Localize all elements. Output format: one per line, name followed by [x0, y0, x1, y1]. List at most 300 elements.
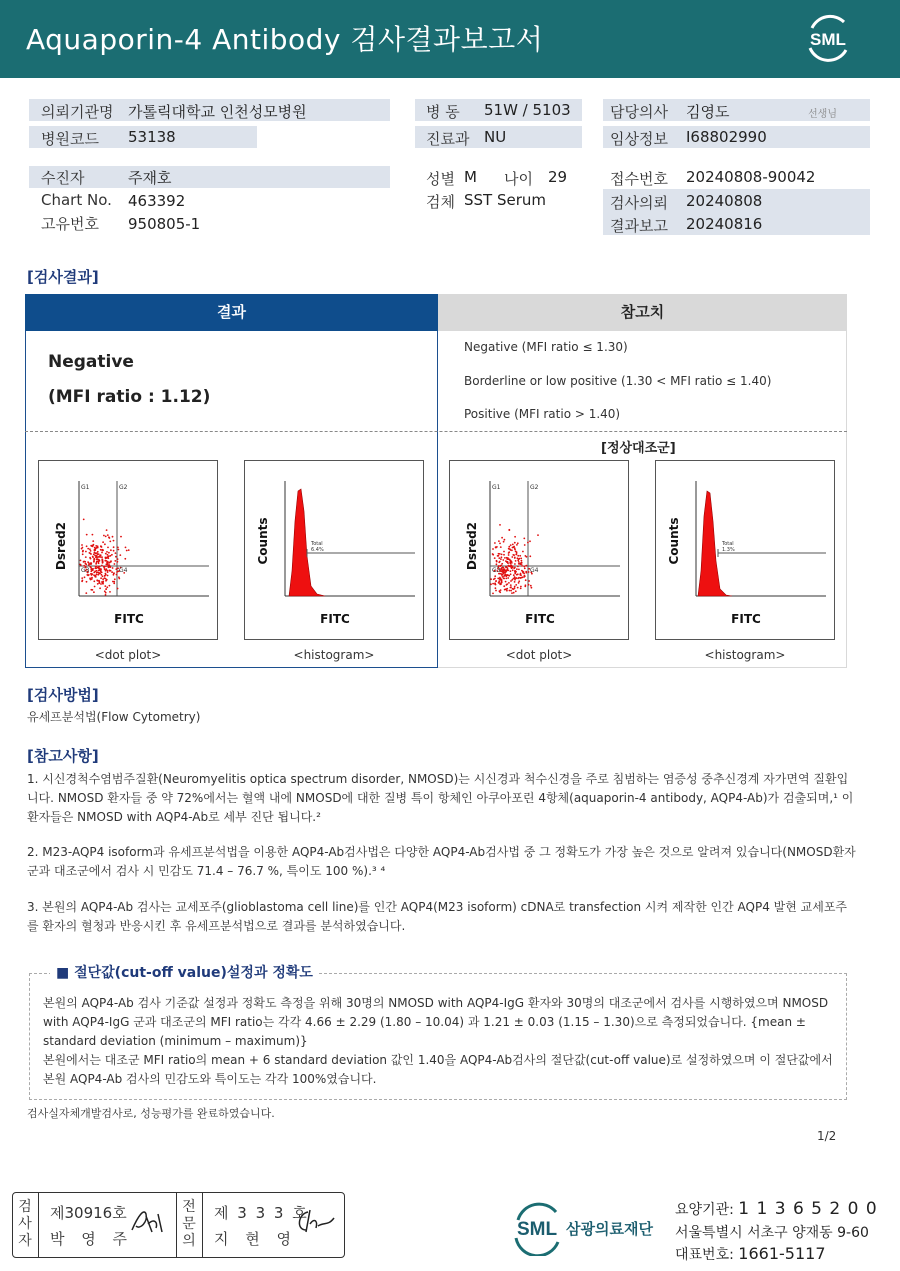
scatter-dot [511, 556, 513, 558]
scatter-dot [102, 561, 104, 563]
scatter-dot [506, 570, 508, 572]
scatter-dot [86, 581, 88, 583]
scatter-dot [494, 557, 496, 559]
method-section-title: [검사방법] [27, 686, 99, 704]
sex-label: 성별 [426, 170, 455, 188]
cutoff-title: ■ 절단값(cut-off value)설정과 정확도 [50, 962, 319, 982]
scatter-dot [99, 587, 101, 589]
scatter-dot [92, 568, 94, 570]
scatter-dot [510, 580, 512, 582]
scatter-dot [109, 566, 111, 568]
scatter-dot [98, 561, 100, 563]
x-axis-label: FITC [731, 612, 761, 626]
scatter-dot [516, 574, 518, 576]
scatter-dot [495, 546, 497, 548]
scatter-dot [81, 577, 83, 579]
scatter-dot [499, 584, 501, 586]
tester-label: 검 사 자 [18, 1199, 32, 1249]
scatter-dot [494, 578, 496, 580]
scatter-dot [97, 583, 99, 585]
scatter-dot [89, 566, 91, 568]
receipt-value: 20240808-90042 [686, 168, 816, 186]
scatter-dot [101, 552, 103, 554]
scatter-dot [104, 566, 106, 568]
scatter-dot [529, 540, 531, 542]
scatter-dot [98, 582, 100, 584]
report-title: Aquaporin-4 Antibody 검사결과보고서 [26, 23, 544, 56]
scatter-dot [90, 570, 92, 572]
scatter-dot [499, 524, 501, 526]
scatter-dot [494, 575, 496, 577]
scatter-dot [517, 560, 519, 562]
scatter-dot [107, 547, 109, 549]
scatter-dot [515, 584, 517, 586]
scatter-dot [113, 540, 115, 542]
scatter-dot [508, 582, 510, 584]
scatter-dot [503, 541, 505, 543]
scatter-dot [490, 583, 492, 585]
hospital-code-label: 병원코드 [41, 130, 99, 148]
scatter-dot [98, 570, 100, 572]
scatter-dot [509, 590, 511, 592]
scatter-dot [500, 565, 502, 567]
scatter-dot [499, 561, 501, 563]
scatter-dot [83, 561, 85, 563]
scatter-dot [93, 558, 95, 560]
scatter-dot [514, 549, 516, 551]
report-label: 결과보고 [610, 217, 668, 235]
scatter-dot [495, 590, 497, 592]
scatter-dot [515, 571, 517, 573]
results-divider [25, 431, 847, 432]
scatter-dot [512, 547, 514, 549]
patient-label: 수진자 [41, 169, 85, 187]
scatter-dot [503, 567, 505, 569]
y-axis-label: Dsred2 [54, 521, 68, 571]
scatter-dot [518, 580, 520, 582]
scatter-dot [497, 555, 499, 557]
scatter-dot [106, 557, 108, 559]
scatter-dot [517, 555, 519, 557]
scatter-dot [84, 576, 86, 578]
scatter-dot [110, 570, 112, 572]
scatter-dot [500, 568, 502, 570]
scatter-dot [114, 560, 116, 562]
scatter-dot [114, 563, 116, 565]
sex-value: M [464, 168, 477, 186]
scatter-dot [525, 555, 527, 557]
scatter-dot [89, 553, 91, 555]
scatter-dot [504, 539, 506, 541]
scatter-dot [94, 586, 96, 588]
cutoff-text [43, 994, 843, 1089]
scatter-dot [106, 551, 108, 553]
scatter-dot [512, 544, 514, 546]
scatter-dot [90, 573, 92, 575]
scatter-dot [495, 587, 497, 589]
scatter-dot [510, 573, 512, 575]
scatter-dot [530, 585, 532, 587]
uid-value: 950805-1 [128, 215, 201, 233]
scatter-dot [104, 568, 106, 570]
scatter-dot [93, 544, 95, 546]
scatter-dot [126, 550, 128, 552]
sml-org-logo-icon [508, 1198, 566, 1256]
scatter-dot [112, 536, 114, 538]
svg-text:G3: G3 [81, 567, 90, 574]
x-axis-label: FITC [525, 612, 555, 626]
scatter-dot [528, 584, 530, 586]
scatter-dot [102, 583, 104, 585]
scatter-dot [508, 546, 510, 548]
scatter-dot [105, 536, 107, 538]
footnote: 검사실자체개발검사로, 성능평가를 완료하였습니다. [27, 1107, 275, 1120]
request-label: 검사의뢰 [610, 194, 668, 212]
scatter-dot [505, 578, 507, 580]
patient-histogram [244, 460, 424, 640]
scatter-dot [107, 556, 109, 558]
scatter-dot [120, 536, 122, 538]
scatter-dot [90, 579, 92, 581]
scatter-dot [507, 561, 509, 563]
scatter-dot [80, 564, 82, 566]
scatter-dot [99, 572, 101, 574]
ward-value: 51W / 5103 [484, 101, 571, 119]
phone-value: 1661-5117 [738, 1244, 826, 1263]
scatter-dot [514, 563, 516, 565]
scatter-dot [100, 583, 102, 585]
scatter-dot [99, 556, 101, 558]
scatter-dot [95, 556, 97, 558]
tester-signature-icon [128, 1204, 168, 1238]
y-axis-label: Counts [667, 517, 681, 565]
scatter-dot [525, 584, 527, 586]
svg-text:G1: G1 [81, 484, 90, 491]
scatter-dot [503, 585, 505, 587]
scatter-dot [515, 554, 517, 556]
scatter-dot [514, 576, 516, 578]
scatter-dot [521, 560, 523, 562]
svg-text:G4: G4 [119, 567, 128, 574]
scatter-dot [501, 563, 503, 565]
scatter-dot [86, 534, 88, 536]
plot-caption: <dot plot> [94, 648, 162, 662]
svg-text:Total: Total [311, 541, 323, 547]
scatter-dot [510, 587, 512, 589]
scatter-dot [109, 541, 111, 543]
patient-value: 주재호 [128, 169, 172, 187]
scatter-dot [521, 565, 523, 567]
scatter-dot [86, 545, 88, 547]
scatter-dot [522, 551, 524, 553]
plot-caption: <dot plot> [505, 648, 573, 662]
hospital-code-value: 53138 [128, 128, 176, 146]
scatter-dot [525, 579, 527, 581]
scatter-dot [90, 550, 92, 552]
chart-label: Chart No. [41, 191, 112, 209]
scatter-dot [124, 558, 126, 560]
scatter-dot [82, 553, 84, 555]
scatter-dot [521, 563, 523, 565]
signature-divider [202, 1192, 203, 1258]
scatter-dot [112, 567, 114, 569]
scatter-dot [502, 559, 504, 561]
scatter-dot [117, 558, 119, 560]
scatter-dot [117, 547, 119, 549]
scatter-dot [501, 570, 503, 572]
notes-section-title: [참고사항] [27, 747, 99, 765]
scatter-dot [501, 556, 503, 558]
scatter-dot [95, 576, 97, 578]
request-value: 20240808 [686, 192, 763, 210]
scatter-dot [515, 560, 517, 562]
scatter-dot [517, 587, 519, 589]
scatter-dot [519, 577, 521, 579]
scatter-dot [108, 564, 110, 566]
scatter-dot [104, 585, 106, 587]
scatter-dot [113, 583, 115, 585]
scatter-dot [513, 546, 515, 548]
scatter-dot [101, 565, 103, 567]
scatter-dot [87, 548, 89, 550]
svg-text:1.3%: 1.3% [722, 547, 735, 553]
scatter-dot [510, 560, 512, 562]
specialist-id: 제 3 3 3 호 [214, 1204, 309, 1222]
scatter-dot [88, 564, 90, 566]
svg-text:G2: G2 [530, 484, 539, 491]
scatter-dot [508, 554, 510, 556]
scatter-dot [85, 563, 87, 565]
scatter-dot [520, 574, 522, 576]
scatter-dot [113, 546, 115, 548]
scatter-dot [498, 582, 500, 584]
scatter-dot [527, 542, 529, 544]
cutoff-paragraph: 본원의 AQP4-Ab 검사 기준값 설정과 정확도 측정을 위해 30명의 NMOSD with AQP4-IgG 환자와 30명의 대조군에서 검사를 시행하였으며 NMOSD with AQP4-IgG 군과 대조군의 MFI ratio는 각각 4.66 ± 2.29 (1.80 – 10.04) 과 1.21 ± 0.03 (1.15 – 1.30)으로 측정되었습니다. {mean ± standard deviation (minimum – maximum)} [43, 996, 829, 1048]
scatter-dot [504, 574, 506, 576]
org-name: 삼광의료재단 [566, 1220, 653, 1238]
scatter-dot [106, 570, 108, 572]
tester-name: 박 영 주 [50, 1230, 134, 1248]
scatter-dot [501, 537, 503, 539]
reference-negative: Negative (MFI ratio ≤ 1.30) [464, 340, 628, 354]
scatter-dot [504, 557, 506, 559]
scatter-dot [505, 575, 507, 577]
scatter-dot [108, 562, 110, 564]
scatter-dot [499, 578, 501, 580]
scatter-dot [111, 554, 113, 556]
scatter-dot [507, 557, 509, 559]
result-main: Negative [48, 352, 134, 372]
scatter-dot [498, 557, 500, 559]
scatter-dot [514, 536, 516, 538]
age-label: 나이 [504, 170, 533, 188]
care-code [675, 1199, 878, 1219]
scatter-dot [503, 571, 505, 573]
sml-org-logo-text: SML [516, 1219, 558, 1240]
care-code-label: 요양기관: [675, 1202, 734, 1218]
scatter-dot [113, 573, 115, 575]
report-header [0, 0, 900, 78]
scatter-dot [81, 548, 83, 550]
scatter-dot [518, 569, 520, 571]
scatter-dot [512, 569, 514, 571]
scatter-dot [517, 566, 519, 568]
institution-value: 가톨릭대학교 인천성모병원 [128, 103, 307, 121]
scatter-dot [519, 555, 521, 557]
uid-label: 고유번호 [41, 215, 99, 233]
scatter-dot [516, 551, 518, 553]
scatter-dot [109, 591, 111, 593]
scatter-dot [85, 592, 87, 594]
scatter-dot [501, 580, 503, 582]
scatter-dot [101, 572, 103, 574]
scatter-dot [520, 586, 522, 588]
scatter-dot [508, 575, 510, 577]
scatter-dot [90, 545, 92, 547]
scatter-dot [93, 580, 95, 582]
scatter-dot [511, 567, 513, 569]
scatter-dot [108, 552, 110, 554]
scatter-dot [94, 547, 96, 549]
signature-divider [38, 1192, 39, 1258]
scatter-dot [105, 594, 107, 596]
dept-value: NU [484, 128, 507, 146]
scatter-dot [492, 548, 494, 550]
scatter-dot [515, 590, 517, 592]
scatter-dot [504, 568, 506, 570]
svg-text:G4: G4 [530, 567, 539, 574]
result-column-header: 결과 [25, 294, 438, 331]
scatter-dot [500, 546, 502, 548]
scatter-dot [89, 548, 91, 550]
scatter-dot [80, 560, 82, 562]
svg-text:G2: G2 [119, 484, 128, 491]
results-section-title: [검사결과] [27, 268, 99, 286]
scatter-dot [110, 549, 112, 551]
scatter-dot [115, 568, 117, 570]
scatter-dot [501, 582, 503, 584]
scatter-dot [494, 542, 496, 544]
scatter-dot [125, 547, 127, 549]
chart-value: 463392 [128, 192, 186, 210]
scatter-dot [492, 554, 494, 556]
scatter-dot [105, 570, 107, 572]
scatter-dot [118, 549, 120, 551]
scatter-dot [92, 534, 94, 536]
scatter-dot [514, 557, 516, 559]
scatter-dot [521, 562, 523, 564]
reference-column-header: 참고치 [438, 294, 847, 331]
scatter-dot [101, 546, 103, 548]
scatter-dot [496, 563, 498, 565]
scatter-dot [107, 575, 109, 577]
method-text: 유세프분석법(Flow Cytometry) [27, 710, 201, 724]
age-value: 29 [548, 168, 568, 186]
scatter-dot [500, 558, 502, 560]
scatter-dot [529, 555, 531, 557]
scatter-dot [513, 574, 515, 576]
scatter-dot [104, 575, 106, 577]
scatter-dot [82, 550, 84, 552]
specialist-label: 전 문 의 [182, 1199, 196, 1249]
patient-dot-plot [38, 460, 218, 640]
scatter-dot [110, 555, 112, 557]
scatter-dot [117, 561, 119, 563]
scatter-dot [119, 554, 121, 556]
specialist-name: 지 현 영 [214, 1230, 298, 1248]
scatter-dot [499, 553, 501, 555]
scatter-dot [90, 563, 92, 565]
scatter-dot [105, 573, 107, 575]
scatter-dot [505, 566, 507, 568]
scatter-dot [525, 571, 527, 573]
result-mfi: (MFI ratio : 1.12) [48, 387, 211, 407]
scatter-dot [508, 551, 510, 553]
x-axis-label: FITC [114, 612, 144, 626]
scatter-dot [513, 592, 515, 594]
scatter-dot [490, 578, 492, 580]
scatter-dot [82, 580, 84, 582]
scatter-dot [501, 554, 503, 556]
scatter-dot [523, 571, 525, 573]
note-item: 2. M23-AQP4 isoform과 유세프분석법을 이용한 AQP4-Ab검사법은 다양한 AQP4-Ab검사법 중 그 정확도가 가장 높은 것으로 알려져 있습니다(NMOSD환자군과 대조군에서 검사 시 민감도 71.4 – 76.7 %, 특이도 100 %).³ ⁴ [27, 845, 856, 878]
phone-label: 대표번호: [675, 1247, 734, 1263]
scatter-dot [508, 529, 510, 531]
plot-caption: <histogram> [293, 648, 375, 662]
scatter-dot [104, 543, 106, 545]
scatter-dot [95, 545, 97, 547]
specimen-label: 검체 [426, 193, 455, 211]
scatter-dot [511, 592, 513, 594]
scatter-dot [100, 549, 102, 551]
scatter-dot [114, 578, 116, 580]
scatter-dot [523, 566, 525, 568]
scatter-dot [517, 578, 519, 580]
scatter-dot [505, 581, 507, 583]
report-value: 20240816 [686, 215, 763, 233]
scatter-dot [91, 577, 93, 579]
scatter-dot [86, 574, 88, 576]
scatter-dot [499, 543, 501, 545]
scatter-dot [101, 558, 103, 560]
scatter-dot [494, 583, 496, 585]
scatter-dot [524, 568, 526, 570]
clinical-value: I68802990 [686, 128, 767, 146]
scatter-dot [503, 578, 505, 580]
scatter-dot [96, 574, 98, 576]
scatter-dot [514, 542, 516, 544]
scatter-dot [106, 560, 108, 562]
scatter-dot [105, 565, 107, 567]
scatter-dot [98, 553, 100, 555]
scatter-dot [521, 570, 523, 572]
scatter-dot [522, 576, 524, 578]
scatter-dot [102, 578, 104, 580]
scatter-dot [95, 552, 97, 554]
svg-text:Total: Total [722, 541, 734, 547]
scatter-dot [523, 538, 525, 540]
scatter-dot [96, 565, 98, 567]
scatter-dot [93, 591, 95, 593]
scatter-dot [506, 584, 508, 586]
scatter-dot [513, 568, 515, 570]
page-number: 1/2 [817, 1129, 837, 1143]
y-axis-label: Counts [256, 517, 270, 565]
control-dot-plot [449, 460, 629, 640]
scatter-dot [117, 588, 119, 590]
scatter-dot [498, 540, 500, 542]
scatter-dot [94, 570, 96, 572]
